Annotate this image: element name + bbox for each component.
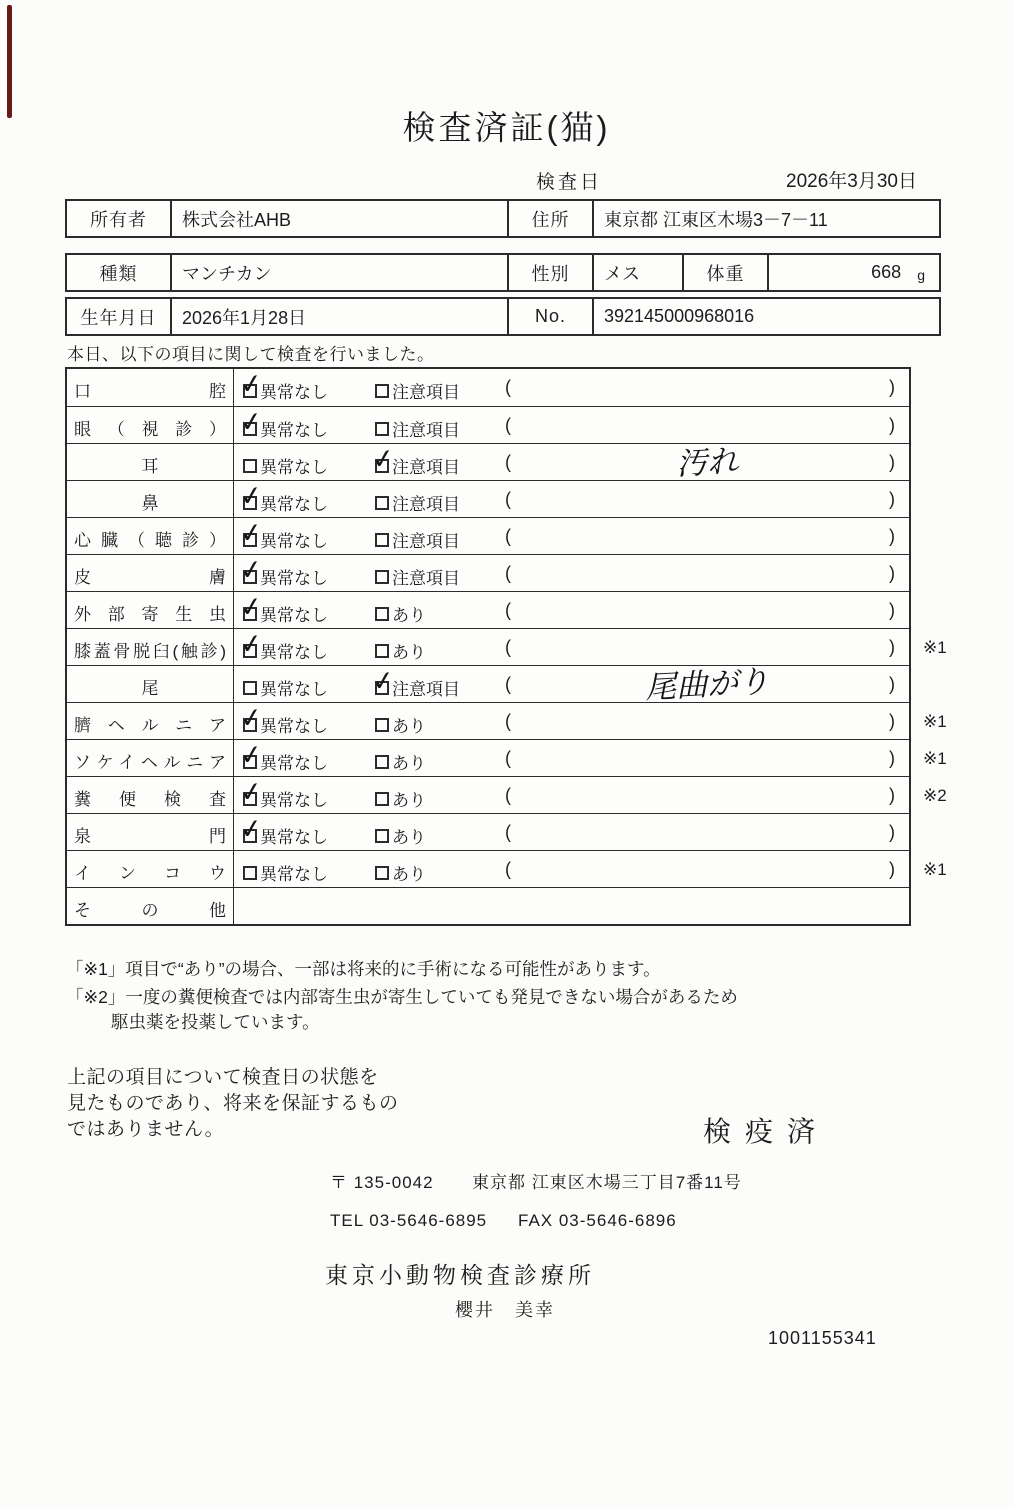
clinic-address: 東京都 江東区木場三丁目7番11号 (472, 1173, 742, 1192)
disclaimer-line3: ではありません。 (67, 1119, 225, 1140)
birth-value: 2026年1月28日 (170, 299, 507, 334)
option-attention (375, 601, 426, 626)
tel-number: TEL 03-5646-6895 (330, 1211, 488, 1230)
checkbox-attention (375, 829, 389, 843)
option-normal (237, 367, 328, 403)
option-normal (237, 701, 328, 737)
option-attention-label: あり (392, 828, 426, 847)
option-normal (237, 479, 328, 515)
address-label: 住所 (507, 201, 592, 236)
quarantine-stamp: 検疫済 (703, 1116, 830, 1147)
option-normal (243, 675, 328, 700)
disclaimer-line2: 見たものであり、将来を保証するもの (67, 1093, 399, 1114)
inspection-date-label: 検査日 (536, 172, 603, 193)
checkbox-attention (375, 718, 389, 732)
owner-label: 所有者 (90, 209, 147, 230)
exam-item-label: インコウ (67, 851, 234, 887)
option-attention-label: 注意項目 (392, 532, 460, 551)
option-normal-label: 異常なし (260, 383, 328, 402)
paren-open: ( (505, 377, 511, 397)
exam-item-label: 鼻 (67, 481, 234, 517)
paren-open: ( (505, 489, 511, 509)
paren-open: ( (505, 822, 511, 842)
checkbox-attention (375, 792, 389, 806)
exam-row (67, 369, 909, 406)
exam-row (67, 480, 909, 517)
option-normal-label: 異常なし (260, 717, 328, 736)
disclaimer (67, 1065, 399, 1143)
option-normal (237, 405, 328, 441)
breed-value: マンチカン (170, 255, 507, 290)
exam-item-label: 外部寄生虫 (67, 592, 234, 628)
checkbox-attention (375, 866, 389, 880)
handwritten-note (537, 353, 877, 371)
paren-close: ) (889, 859, 895, 879)
footnote-ref: ※2 (923, 786, 947, 805)
option-attention (375, 823, 426, 848)
checkbox-normal (237, 516, 265, 549)
option-attention (375, 786, 426, 811)
option-normal-label: 異常なし (260, 569, 328, 588)
option-normal-label: 異常なし (260, 828, 328, 847)
option-attention (375, 749, 426, 774)
checkbox-attention (375, 570, 389, 584)
sex-value: メス (592, 255, 682, 290)
handwritten-check-icon: ✓ (369, 664, 397, 697)
option-normal (237, 553, 328, 589)
inspection-date-value: 2026年3月30日 (786, 171, 917, 192)
footnote-ref: ※1 (923, 860, 947, 879)
checkbox-attention (375, 755, 389, 769)
option-normal (237, 775, 328, 811)
paren-close: ) (889, 415, 895, 435)
weight-value: 668 (871, 262, 902, 282)
exam-item-label: 眼（視診） (67, 407, 234, 443)
checkbox-attention (369, 664, 397, 697)
exam-row (67, 813, 909, 850)
checkbox-normal (237, 553, 265, 586)
option-normal (243, 860, 328, 885)
inspector-name: 櫻井 美幸 (455, 1300, 555, 1320)
exam-row (67, 738, 947, 776)
page-title: 検査済証(猫) (402, 109, 611, 146)
paren-open: ( (505, 415, 511, 435)
checkbox-normal (237, 627, 265, 660)
paren-close: ) (889, 452, 895, 472)
paren-close: ) (889, 377, 895, 397)
exam-row (67, 701, 947, 739)
sex-label: 性別 (507, 255, 592, 290)
option-attention-label: あり (392, 754, 426, 773)
paren-open: ( (505, 748, 511, 768)
option-attention-label: 注意項目 (392, 495, 460, 514)
checkbox-attention (369, 442, 397, 475)
footnote-1: 「※1」項目で“あり”の場合、一部は将来的に手術になる可能性があります。 (66, 959, 661, 979)
option-attention-label: 注意項目 (392, 680, 460, 699)
option-attention (369, 442, 460, 478)
paren-open: ( (505, 526, 511, 546)
exam-item-label: 糞便検査 (67, 777, 234, 813)
checkbox-normal (237, 590, 265, 623)
serial-number: 1001155341 (768, 1328, 877, 1348)
checkbox-attention (375, 607, 389, 621)
paren-close: ) (889, 563, 895, 583)
checkbox-normal (243, 681, 257, 695)
paren-close: ) (889, 526, 895, 546)
handwritten-check-icon: ✓ (237, 367, 265, 400)
option-normal (243, 453, 328, 478)
handwritten-note: 汚れ (675, 443, 740, 483)
paren-open: ( (505, 637, 511, 657)
exam-row (67, 775, 947, 813)
option-attention-label: 注意項目 (392, 458, 460, 477)
handwritten-check-icon: ✓ (237, 738, 265, 771)
checkbox-attention (375, 384, 389, 398)
exam-row (67, 663, 909, 707)
owner-value: 株式会社AHB (170, 201, 507, 236)
handwritten-check-icon: ✓ (237, 775, 265, 808)
paren-close: ) (889, 748, 895, 768)
option-attention-label: 注意項目 (392, 383, 460, 402)
option-normal-label: 異常なし (260, 643, 328, 662)
exam-item-label: ソケイヘルニア (67, 740, 234, 776)
paren-open: ( (505, 859, 511, 879)
exam-row (67, 850, 947, 887)
option-attention (375, 416, 460, 441)
option-attention (375, 378, 460, 403)
exam-table (65, 367, 947, 926)
paren-open: ( (505, 600, 511, 620)
option-normal (237, 738, 328, 774)
option-normal-label: 異常なし (260, 421, 328, 440)
disclaimer-line1: 上記の項目について検査日の状態を (67, 1067, 379, 1088)
option-normal-label: 異常なし (260, 495, 328, 514)
option-attention (375, 860, 426, 885)
exam-item-label: 臍ヘルニア (67, 703, 234, 739)
option-normal-label: 異常なし (260, 865, 328, 884)
option-attention-label: あり (392, 643, 426, 662)
paren-close: ) (889, 600, 895, 620)
handwritten-check-icon: ✓ (237, 479, 265, 512)
paren-close: ) (889, 785, 895, 805)
footnote-2-line2: 駆虫薬を投薬しています。 (111, 1012, 320, 1032)
exam-item-label: 膝蓋骨脱臼(触診) (67, 629, 234, 665)
option-attention (375, 527, 460, 552)
birth-label: 生年月日 (80, 307, 157, 328)
option-attention (375, 638, 426, 663)
handwritten-check-icon: ✓ (237, 701, 265, 734)
checkbox-normal (237, 775, 265, 808)
option-attention-label: あり (392, 791, 426, 810)
footnote-ref: ※1 (923, 638, 947, 657)
paren-open: ( (505, 785, 511, 805)
paren-close: ) (889, 674, 895, 694)
option-normal (237, 812, 328, 848)
checkbox-normal (237, 367, 265, 400)
handwritten-note: 尾曲がり (644, 663, 771, 707)
paren-close: ) (889, 637, 895, 657)
fax-number: FAX 03-5646-6896 (518, 1211, 677, 1230)
footnote-2-line1: 「※2」一度の糞便検査では内部寄生虫が寄生していても発見できない場合があるため (66, 987, 738, 1007)
paren-close: ) (889, 489, 895, 509)
owner-row (65, 199, 941, 238)
footnote-ref: ※1 (923, 749, 947, 768)
exam-row (67, 554, 909, 591)
checkbox-normal (243, 866, 257, 880)
option-attention-label: あり (392, 606, 426, 625)
option-attention (375, 490, 460, 515)
paren-open: ( (505, 674, 511, 694)
paren-open: ( (505, 563, 511, 583)
exam-row (67, 887, 909, 924)
option-attention (369, 664, 460, 700)
option-attention-label: あり (392, 865, 426, 884)
intro-text: 本日、以下の項目に関して検査を行いました。 (67, 345, 435, 364)
exam-item-label: 心臓（聴診） (67, 518, 234, 554)
birth-row (65, 297, 941, 336)
checkbox-attention (375, 496, 389, 510)
checkbox-normal (237, 812, 265, 845)
paren-open: ( (505, 452, 511, 472)
exam-row (67, 442, 909, 483)
checkbox-attention (375, 422, 389, 436)
exam-row (67, 517, 909, 554)
clinic-name: 東京小動物検査診療所 (325, 1262, 595, 1288)
option-normal-label: 異常なし (260, 532, 328, 551)
checkbox-attention (375, 644, 389, 658)
checkbox-normal (237, 738, 265, 771)
option-normal-label: 異常なし (260, 791, 328, 810)
exam-item-label: 口腔 (67, 369, 234, 406)
exam-item-label: その他 (67, 888, 234, 924)
weight-value-cell (767, 255, 939, 290)
handwritten-check-icon: ✓ (237, 627, 265, 660)
checkbox-normal (237, 479, 265, 512)
weight-unit: g (917, 266, 925, 283)
exam-item-label: 耳 (67, 444, 234, 480)
checkbox-attention (375, 533, 389, 547)
footnote-ref: ※1 (923, 712, 947, 731)
handwritten-check-icon: ✓ (237, 590, 265, 623)
option-attention-label: 注意項目 (392, 421, 460, 440)
checkbox-normal (237, 701, 265, 734)
postal-code: 〒 135-0042 (330, 1173, 434, 1192)
no-value: 392145000968016 (592, 299, 939, 334)
paren-open: ( (505, 711, 511, 731)
option-attention-label: 注意項目 (392, 569, 460, 588)
option-attention-label: あり (392, 717, 426, 736)
option-attention (375, 712, 426, 737)
breed-row (65, 253, 941, 292)
option-normal-label: 異常なし (260, 680, 328, 699)
handwritten-check-icon: ✓ (237, 553, 265, 586)
option-normal (237, 590, 328, 626)
exam-item-label: 泉門 (67, 814, 234, 850)
option-normal-label: 異常なし (260, 458, 328, 477)
address-value: 東京都 江東区木場3－7－11 (592, 201, 939, 236)
paren-close: ) (889, 711, 895, 731)
option-normal (237, 516, 328, 552)
exam-item-label: 尾 (67, 666, 234, 702)
handwritten-check-icon: ✓ (369, 442, 397, 475)
paren-close: ) (889, 822, 895, 842)
option-normal-label: 異常なし (260, 754, 328, 773)
handwritten-check-icon: ✓ (237, 516, 265, 549)
exam-row (67, 591, 909, 628)
exam-item-label: 皮膚 (67, 555, 234, 591)
handwritten-check-icon: ✓ (237, 812, 265, 845)
weight-label: 体重 (682, 255, 767, 290)
checkbox-normal (237, 405, 265, 438)
breed-label: 種類 (99, 263, 138, 284)
option-normal (237, 627, 328, 663)
option-normal-label: 異常なし (260, 606, 328, 625)
option-attention (375, 564, 460, 589)
checkbox-normal (243, 459, 257, 473)
handwritten-check-icon: ✓ (237, 405, 265, 438)
no-label: No. (507, 299, 592, 334)
